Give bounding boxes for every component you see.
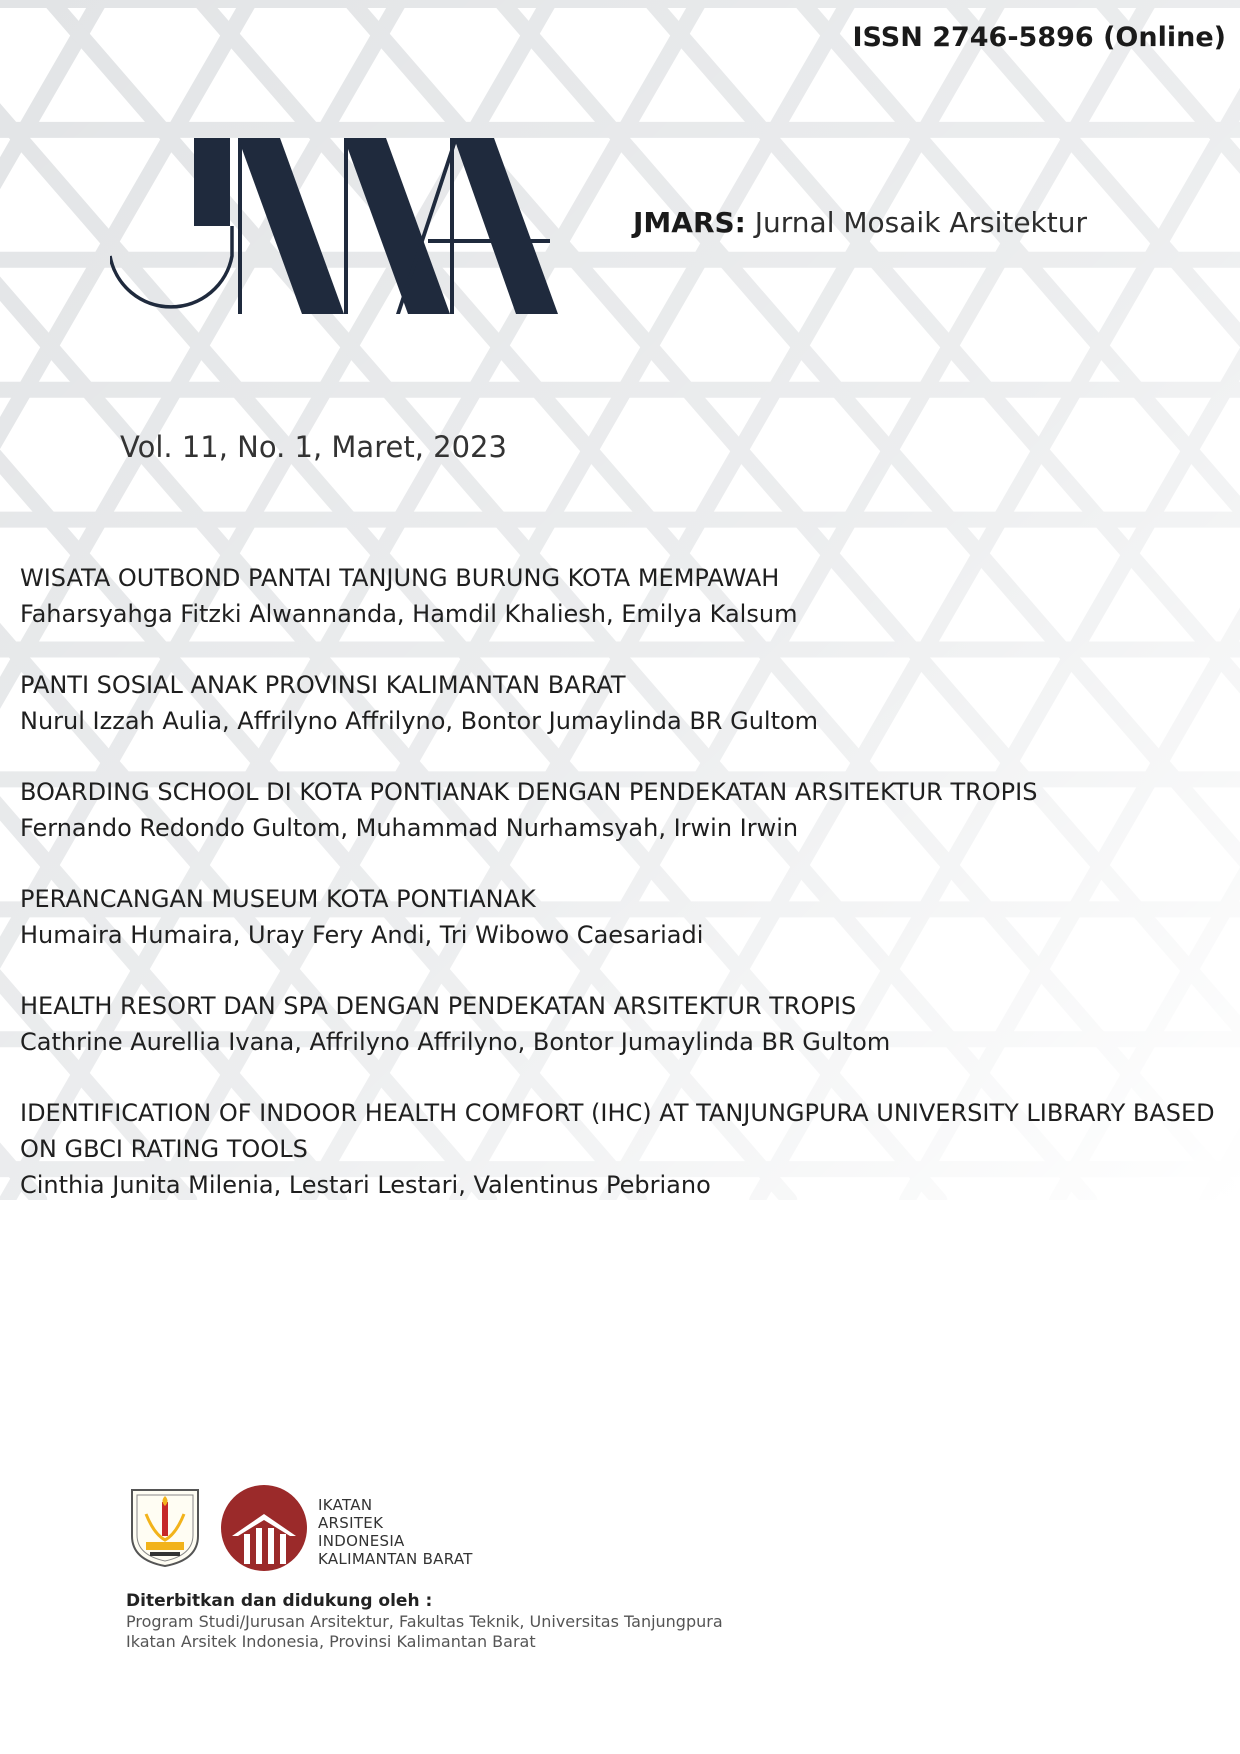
article-item bbox=[20, 988, 1230, 1060]
journal-full-name: Jurnal Mosaik Arsitektur bbox=[745, 206, 1088, 239]
volume-issue: Vol. 11, No. 1, Maret, 2023 bbox=[120, 430, 507, 464]
article-authors: Faharsyahga Fitzki Alwannanda, Hamdil Khaliesh, Emilya Kalsum bbox=[20, 600, 798, 628]
issn-label: ISSN 2746-5896 (Online) bbox=[852, 22, 1226, 53]
article-item bbox=[20, 1095, 1230, 1203]
publisher-line: Ikatan Arsitek Indonesia, Provinsi Kalimantan Barat bbox=[126, 1632, 536, 1651]
article-title: IDENTIFICATION OF INDOOR HEALTH COMFORT (IHC) AT TANJUNGPURA UNIVERSITY LIBRARY BASED ON GBCI RATING TOOLS bbox=[20, 1099, 1215, 1163]
article-title: HEALTH RESORT DAN SPA DENGAN PENDEKATAN ARSITEKTUR TROPIS bbox=[20, 992, 857, 1020]
iai-name bbox=[318, 1496, 473, 1568]
iai-line: INDONESIA bbox=[318, 1532, 405, 1550]
article-title: WISATA OUTBOND PANTAI TANJUNG BURUNG KOTA MEMPAWAH bbox=[20, 564, 780, 592]
article-title: BOARDING SCHOOL DI KOTA PONTIANAK DENGAN PENDEKATAN ARSITEKTUR TROPIS bbox=[20, 778, 1038, 806]
published-by bbox=[126, 1590, 723, 1652]
article-item bbox=[20, 667, 1230, 739]
journal-name bbox=[633, 206, 1087, 239]
published-by-heading: Diterbitkan dan didukung oleh : bbox=[126, 1591, 433, 1611]
article-item bbox=[20, 560, 1230, 632]
article-authors: Nurul Izzah Aulia, Affrilyno Affrilyno, Bontor Jumaylinda BR Gultom bbox=[20, 707, 819, 735]
article-authors: Fernando Redondo Gultom, Muhammad Nurhamsyah, Irwin Irwin bbox=[20, 814, 799, 842]
article-authors: Cathrine Aurellia Ivana, Affrilyno Affrilyno, Bontor Jumaylinda BR Gultom bbox=[20, 1028, 891, 1056]
article-title: PERANCANGAN MUSEUM KOTA PONTIANAK bbox=[20, 885, 536, 913]
iai-line: KALIMANTAN BARAT bbox=[318, 1550, 473, 1568]
jmars-logo bbox=[110, 138, 610, 330]
iai-building-logo-icon bbox=[220, 1484, 308, 1572]
article-authors: Humaira Humaira, Uray Fery Andi, Tri Wibowo Caesariadi bbox=[20, 921, 704, 949]
iai-line: IKATAN bbox=[318, 1496, 373, 1514]
article-list bbox=[20, 560, 1230, 1238]
article-item bbox=[20, 881, 1230, 953]
journal-abbrev: JMARS: bbox=[633, 206, 746, 239]
article-authors: Cinthia Junita Milenia, Lestari Lestari, Valentinus Pebriano bbox=[20, 1171, 711, 1199]
university-seal-icon bbox=[126, 1484, 204, 1568]
article-title: PANTI SOSIAL ANAK PROVINSI KALIMANTAN BARAT bbox=[20, 671, 626, 699]
publisher-line: Program Studi/Jurusan Arsitektur, Fakultas Teknik, Universitas Tanjungpura bbox=[126, 1612, 723, 1631]
iai-line: ARSITEK bbox=[318, 1514, 384, 1532]
article-item bbox=[20, 774, 1230, 846]
publisher-logos bbox=[126, 1484, 506, 1580]
